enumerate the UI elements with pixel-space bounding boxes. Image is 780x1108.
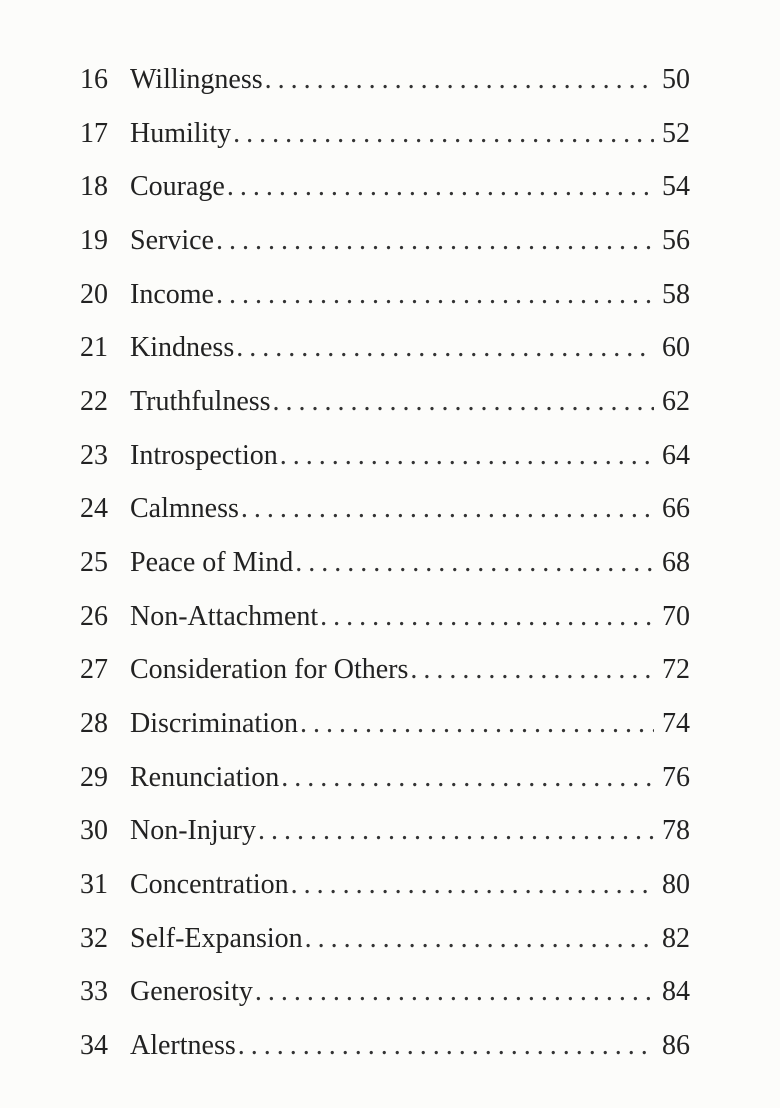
chapter-number: 25 <box>80 546 108 578</box>
chapter-number: 24 <box>80 493 108 525</box>
chapter-title: Renunciation <box>130 761 280 793</box>
dot-leader <box>300 705 654 743</box>
page-number: 82 <box>662 922 690 954</box>
toc-entry <box>80 276 690 330</box>
chapter-number: 31 <box>80 868 108 900</box>
page-number: 70 <box>662 600 690 632</box>
chapter-title: Non-Attachment <box>130 600 319 632</box>
toc-entry <box>80 1027 690 1081</box>
toc-entry <box>80 329 690 383</box>
toc-entry <box>80 759 690 813</box>
chapter-number: 21 <box>80 332 108 364</box>
chapter-title: Truthfulness <box>130 385 271 417</box>
toc-entry <box>80 61 690 115</box>
dot-leader <box>227 168 654 206</box>
chapter-number: 23 <box>80 439 108 471</box>
chapter-number: 34 <box>80 1029 108 1061</box>
page-number: 64 <box>662 439 690 471</box>
dot-leader <box>305 920 654 958</box>
page-number: 78 <box>662 815 690 847</box>
chapter-number: 33 <box>80 976 108 1008</box>
chapter-number: 28 <box>80 707 108 739</box>
chapter-title: Consideration for Others <box>130 654 409 686</box>
page-number: 68 <box>662 546 690 578</box>
dot-leader <box>216 222 654 260</box>
dot-leader <box>216 276 654 314</box>
toc-entry <box>80 598 690 652</box>
page-number: 66 <box>662 493 690 525</box>
page-number: 52 <box>662 117 690 149</box>
dot-leader <box>291 866 654 904</box>
dot-leader <box>236 329 654 367</box>
page-number: 54 <box>662 171 690 203</box>
chapter-number: 32 <box>80 922 108 954</box>
page-number: 84 <box>662 976 690 1008</box>
table-of-contents <box>80 61 690 1080</box>
chapter-number: 30 <box>80 815 108 847</box>
dot-leader <box>410 651 654 689</box>
chapter-title: Humility <box>130 117 232 149</box>
chapter-title: Introspection <box>130 439 278 471</box>
chapter-number: 20 <box>80 278 108 310</box>
toc-entry <box>80 705 690 759</box>
dot-leader <box>238 1027 654 1065</box>
dot-leader <box>295 544 654 582</box>
dot-leader <box>281 759 654 797</box>
toc-entry <box>80 866 690 920</box>
chapter-title: Calmness <box>130 493 239 525</box>
chapter-number: 19 <box>80 224 108 256</box>
chapter-number: 29 <box>80 761 108 793</box>
page-number: 58 <box>662 278 690 310</box>
chapter-title: Generosity <box>130 976 253 1008</box>
page-number: 86 <box>662 1029 690 1061</box>
chapter-title: Courage <box>130 171 225 203</box>
chapter-number: 16 <box>80 64 108 95</box>
chapter-title: Service <box>130 224 214 256</box>
dot-leader <box>255 973 654 1011</box>
page-number: 60 <box>662 332 690 364</box>
chapter-title: Peace of Mind <box>130 546 294 578</box>
page-number: 80 <box>662 868 690 900</box>
chapter-title: Self-Expansion <box>130 922 303 954</box>
dot-leader <box>233 115 654 153</box>
toc-entry <box>80 383 690 437</box>
chapter-title: Willingness <box>130 64 263 95</box>
dot-leader <box>273 383 654 421</box>
page-number: 76 <box>662 761 690 793</box>
dot-leader <box>280 437 654 475</box>
page-number: 50 <box>662 64 690 95</box>
toc-entry <box>80 222 690 276</box>
toc-entry <box>80 973 690 1027</box>
chapter-number: 17 <box>80 117 108 149</box>
toc-entry <box>80 920 690 974</box>
toc-entry <box>80 544 690 598</box>
toc-entry <box>80 168 690 222</box>
toc-entry <box>80 812 690 866</box>
dot-leader <box>320 598 654 636</box>
chapter-number: 22 <box>80 385 108 417</box>
chapter-title: Alertness <box>130 1029 236 1061</box>
chapter-title: Concentration <box>130 868 289 900</box>
page-number: 74 <box>662 707 690 739</box>
chapter-title: Non-Injury <box>130 815 256 847</box>
chapter-number: 27 <box>80 654 108 686</box>
page-number: 72 <box>662 654 690 686</box>
dot-leader <box>241 490 654 528</box>
page-number: 56 <box>662 224 690 256</box>
toc-entry <box>80 490 690 544</box>
chapter-title: Income <box>130 278 214 310</box>
toc-entry <box>80 651 690 705</box>
page-number: 62 <box>662 385 690 417</box>
chapter-number: 18 <box>80 171 108 203</box>
dot-leader <box>265 61 654 99</box>
chapter-number: 26 <box>80 600 108 632</box>
toc-entry <box>80 115 690 169</box>
chapter-title: Kindness <box>130 332 235 364</box>
chapter-title: Discrimination <box>130 707 298 739</box>
dot-leader <box>258 812 654 850</box>
toc-entry <box>80 437 690 491</box>
